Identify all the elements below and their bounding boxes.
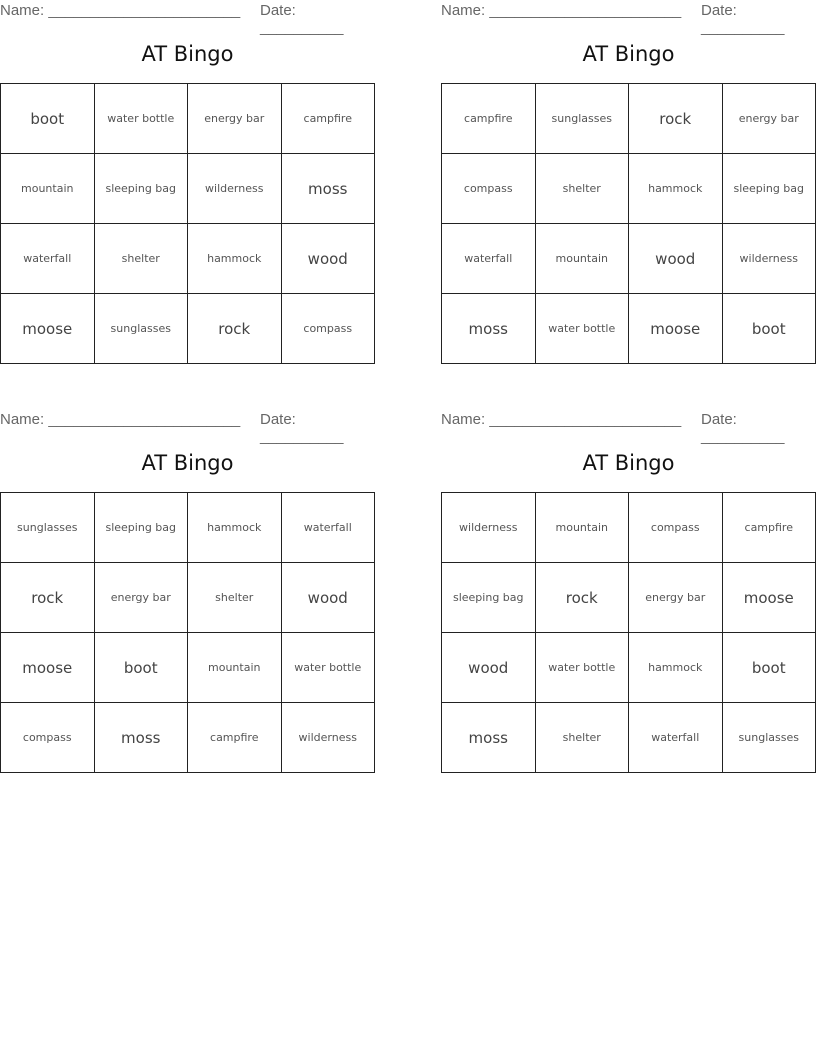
bingo-cell: sunglasses: [722, 703, 816, 773]
bingo-cell: wilderness: [722, 224, 816, 294]
bingo-cell: wood: [281, 224, 375, 294]
name-field: Name: _______________________: [441, 2, 682, 19]
bingo-row: [1, 154, 375, 224]
bingo-cell: waterfall: [629, 703, 723, 773]
bingo-cell: sunglasses: [1, 493, 95, 563]
date-field: Date: __________: [260, 2, 344, 36]
bingo-cell: moose: [1, 294, 95, 364]
bingo-cell: wood: [629, 224, 723, 294]
bingo-cell: mountain: [535, 493, 629, 563]
card-title: AT Bingo: [141, 42, 234, 66]
card-header: [0, 0, 375, 36]
bingo-row: [1, 633, 375, 703]
bingo-cell: sleeping bag: [722, 154, 816, 224]
bingo-cell: wilderness: [442, 493, 536, 563]
bingo-cell: water bottle: [535, 294, 629, 364]
card-header: [441, 0, 816, 36]
bingo-row: [442, 563, 816, 633]
bingo-cell: waterfall: [1, 224, 95, 294]
bingo-cell: boot: [94, 633, 188, 703]
name-field: Name: _______________________: [0, 411, 241, 428]
bingo-cell: campfire: [722, 493, 816, 563]
bingo-grid: [0, 492, 375, 773]
date-field: Date: __________: [701, 2, 785, 36]
bingo-row: [1, 294, 375, 364]
bingo-cell: mountain: [1, 154, 95, 224]
bingo-row: [1, 703, 375, 773]
bingo-grid: [441, 83, 816, 364]
bingo-cell: shelter: [535, 703, 629, 773]
bingo-cell: compass: [442, 154, 536, 224]
bingo-cell: shelter: [94, 224, 188, 294]
bingo-cell: compass: [629, 493, 723, 563]
bingo-row: [442, 154, 816, 224]
name-field: Name: _______________________: [441, 411, 682, 428]
bingo-cell: boot: [722, 633, 816, 703]
bingo-cell: mountain: [535, 224, 629, 294]
bingo-cell: energy bar: [629, 563, 723, 633]
card-header: [0, 409, 375, 445]
bingo-cell: mountain: [188, 633, 282, 703]
bingo-cell: campfire: [281, 84, 375, 154]
bingo-cell: sleeping bag: [94, 154, 188, 224]
bingo-cell: energy bar: [188, 84, 282, 154]
bingo-cell: water bottle: [281, 633, 375, 703]
bingo-row: [442, 84, 816, 154]
bingo-cell: energy bar: [94, 563, 188, 633]
bingo-card: [441, 409, 816, 774]
bingo-cell: hammock: [629, 633, 723, 703]
bingo-cell: compass: [1, 703, 95, 773]
bingo-cell: rock: [188, 294, 282, 364]
bingo-grid: [0, 83, 375, 364]
bingo-card: [0, 409, 375, 774]
bingo-cell: water bottle: [94, 84, 188, 154]
bingo-row: [442, 493, 816, 563]
bingo-cell: moose: [1, 633, 95, 703]
bingo-row: [1, 84, 375, 154]
bingo-cell: sleeping bag: [442, 563, 536, 633]
bingo-cell: hammock: [188, 493, 282, 563]
bingo-cell: compass: [281, 294, 375, 364]
bingo-cell: wood: [281, 563, 375, 633]
bingo-cell: shelter: [535, 154, 629, 224]
date-field: Date: __________: [701, 411, 785, 445]
bingo-cell: waterfall: [281, 493, 375, 563]
bingo-row: [442, 294, 816, 364]
bingo-cell: moose: [722, 563, 816, 633]
date-field: Date: __________: [260, 411, 344, 445]
bingo-cell: moss: [94, 703, 188, 773]
bingo-cell: hammock: [188, 224, 282, 294]
bingo-cell: moose: [629, 294, 723, 364]
bingo-row: [442, 633, 816, 703]
bingo-cell: wood: [442, 633, 536, 703]
bingo-row: [1, 493, 375, 563]
name-field: Name: _______________________: [0, 2, 241, 19]
bingo-cell: wilderness: [281, 703, 375, 773]
bingo-cell: moss: [442, 294, 536, 364]
bingo-cell: campfire: [442, 84, 536, 154]
bingo-cell: rock: [1, 563, 95, 633]
bingo-cell: hammock: [629, 154, 723, 224]
bingo-cell: boot: [1, 84, 95, 154]
card-title: AT Bingo: [141, 451, 234, 475]
bingo-cell: shelter: [188, 563, 282, 633]
bingo-card: [441, 0, 816, 365]
bingo-cell: sunglasses: [94, 294, 188, 364]
bingo-row: [442, 703, 816, 773]
bingo-cell: sleeping bag: [94, 493, 188, 563]
card-title: AT Bingo: [582, 42, 675, 66]
bingo-card: [0, 0, 375, 365]
card-title: AT Bingo: [582, 451, 675, 475]
bingo-cell: water bottle: [535, 633, 629, 703]
card-header: [441, 409, 816, 445]
bingo-row: [1, 224, 375, 294]
bingo-cell: wilderness: [188, 154, 282, 224]
bingo-cell: sunglasses: [535, 84, 629, 154]
bingo-row: [442, 224, 816, 294]
bingo-cell: moss: [281, 154, 375, 224]
bingo-grid: [441, 492, 816, 773]
bingo-cell: rock: [629, 84, 723, 154]
bingo-row: [1, 563, 375, 633]
bingo-cell: campfire: [188, 703, 282, 773]
bingo-cell: waterfall: [442, 224, 536, 294]
bingo-cell: moss: [442, 703, 536, 773]
bingo-cell: rock: [535, 563, 629, 633]
bingo-cell: energy bar: [722, 84, 816, 154]
bingo-cell: boot: [722, 294, 816, 364]
